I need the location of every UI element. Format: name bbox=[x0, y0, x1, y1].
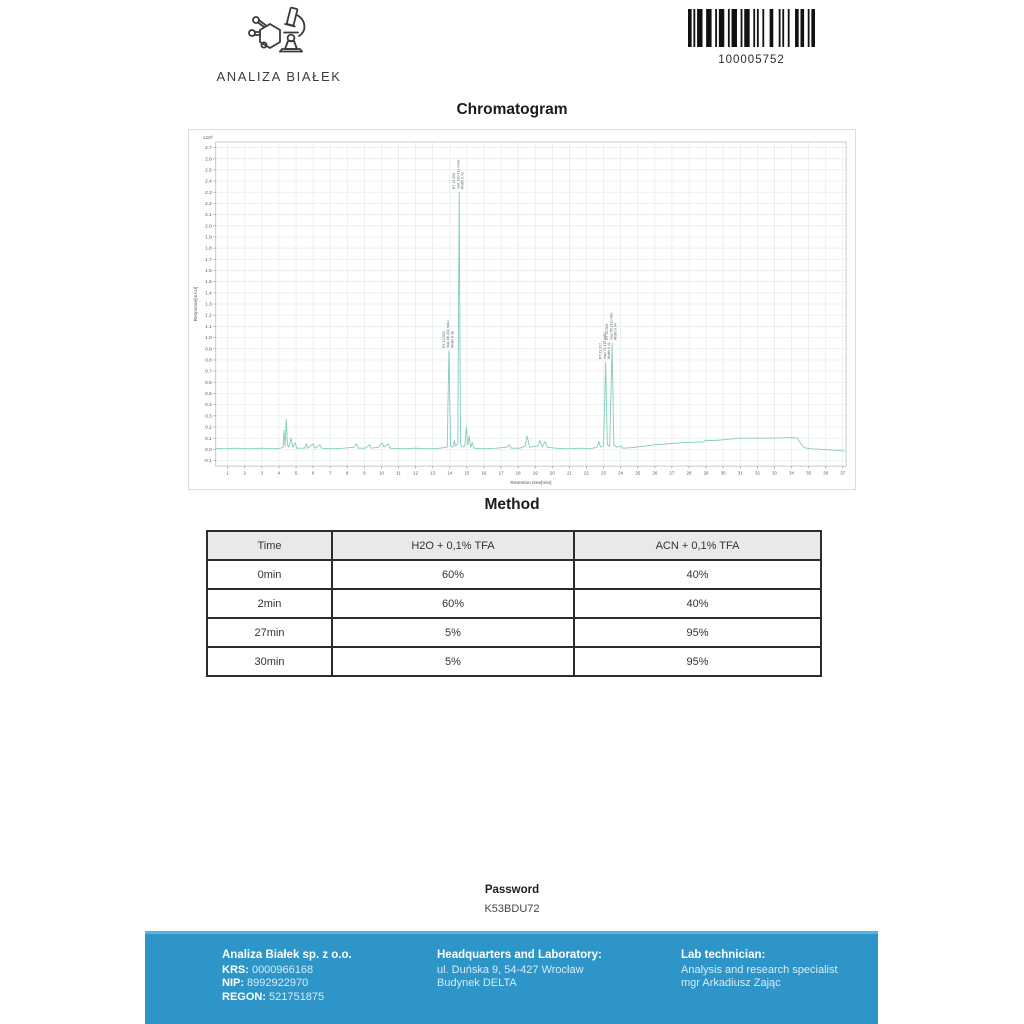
svg-text:RT 23.504: RT 23.504 bbox=[605, 323, 610, 341]
svg-text:1.8: 1.8 bbox=[205, 246, 212, 252]
footer-tech-line-1: mgr Arkadiusz Zając bbox=[681, 977, 781, 989]
method-table bbox=[206, 530, 822, 677]
method-cell-3-1: 5% bbox=[332, 647, 574, 676]
method-cell-3-0: 30min bbox=[207, 647, 332, 676]
svg-text:15: 15 bbox=[464, 470, 470, 476]
svg-text:1: 1 bbox=[226, 470, 229, 476]
svg-text:16: 16 bbox=[481, 470, 487, 476]
svg-text:1.5: 1.5 bbox=[205, 280, 212, 286]
svg-text:RT 13.953: RT 13.953 bbox=[441, 331, 446, 348]
method-cell-2-1: 5% bbox=[332, 618, 574, 647]
svg-text:max 95.218 mAU: max 95.218 mAU bbox=[609, 312, 614, 341]
svg-text:0.9: 0.9 bbox=[205, 347, 212, 353]
svg-text:0.2: 0.2 bbox=[205, 425, 212, 431]
svg-text:2.1: 2.1 bbox=[205, 213, 212, 219]
svg-text:0.8: 0.8 bbox=[205, 358, 212, 364]
svg-text:2.4: 2.4 bbox=[205, 179, 212, 185]
footer-headquarters bbox=[437, 949, 602, 991]
footer-hq-line-1: Budynek DELTA bbox=[437, 977, 517, 989]
password-block bbox=[0, 884, 1024, 915]
svg-text:8: 8 bbox=[346, 470, 349, 476]
svg-text:23: 23 bbox=[601, 470, 606, 476]
method-row bbox=[207, 560, 821, 589]
footer-tech-line-0: Analysis and research specialist bbox=[681, 963, 838, 976]
svg-text:2.5: 2.5 bbox=[205, 168, 212, 174]
svg-text:1.0: 1.0 bbox=[205, 336, 212, 342]
method-cell-0-1: 60% bbox=[332, 560, 574, 589]
svg-text:12: 12 bbox=[413, 470, 419, 476]
footer-technician-title: Lab technician: bbox=[681, 949, 766, 961]
method-cell-2-0: 27min bbox=[207, 618, 332, 647]
svg-text:20: 20 bbox=[549, 470, 555, 476]
logo-icon bbox=[247, 5, 311, 61]
svg-text:4: 4 bbox=[277, 470, 281, 476]
password-label: Password bbox=[484, 884, 540, 896]
svg-text:-0.1: -0.1 bbox=[203, 459, 212, 465]
svg-text:1.7: 1.7 bbox=[205, 257, 212, 263]
method-cell-0-2: 40% bbox=[574, 560, 821, 589]
svg-text:30: 30 bbox=[720, 470, 726, 476]
barcode-number: 100005752 bbox=[718, 54, 785, 66]
svg-text:14: 14 bbox=[447, 470, 453, 476]
svg-text:33: 33 bbox=[771, 470, 777, 476]
footer bbox=[145, 931, 878, 1024]
password-value: K53BDU72 bbox=[484, 903, 540, 915]
method-title: Method bbox=[484, 496, 540, 513]
svg-text:0.7: 0.7 bbox=[205, 369, 212, 375]
svg-text:35: 35 bbox=[806, 470, 812, 476]
svg-text:0.3: 0.3 bbox=[205, 414, 212, 420]
svg-text:31: 31 bbox=[737, 470, 743, 476]
svg-text:Response[mAU]: Response[mAU] bbox=[193, 286, 199, 322]
svg-text:2.2: 2.2 bbox=[205, 201, 212, 207]
method-cell-0-0: 0min bbox=[207, 560, 332, 589]
footer-registry-line-2: REGON: 521751875 bbox=[222, 990, 325, 1003]
svg-text:x10²: x10² bbox=[203, 135, 213, 141]
svg-text:1.1: 1.1 bbox=[205, 324, 212, 330]
barcode-icon bbox=[688, 9, 815, 47]
barcode-block bbox=[688, 9, 815, 66]
svg-text:21: 21 bbox=[567, 470, 572, 476]
svg-text:0.0: 0.0 bbox=[205, 447, 212, 453]
svg-text:1.3: 1.3 bbox=[205, 302, 212, 308]
svg-text:28: 28 bbox=[686, 470, 692, 476]
svg-text:19: 19 bbox=[532, 470, 538, 476]
svg-text:9: 9 bbox=[363, 470, 366, 476]
svg-text:0.4: 0.4 bbox=[205, 403, 212, 409]
svg-text:32: 32 bbox=[754, 470, 760, 476]
svg-text:17: 17 bbox=[498, 470, 504, 476]
footer-registry-line-0: KRS: 0000966168 bbox=[222, 963, 314, 976]
svg-text:1.6: 1.6 bbox=[205, 269, 212, 275]
svg-text:29: 29 bbox=[703, 470, 709, 476]
svg-text:2.3: 2.3 bbox=[205, 190, 212, 196]
chromatogram-chart bbox=[188, 129, 856, 490]
method-header-0: Time bbox=[207, 531, 332, 560]
svg-text:11: 11 bbox=[396, 470, 401, 476]
svg-text:10: 10 bbox=[379, 470, 384, 476]
svg-text:0.5: 0.5 bbox=[205, 392, 212, 398]
method-cell-1-0: 2min bbox=[207, 589, 332, 618]
footer-company bbox=[222, 949, 352, 1004]
brand-name: ANALIZA BIAŁEK bbox=[216, 69, 342, 84]
method-cell-2-2: 95% bbox=[574, 618, 821, 647]
footer-registry-line-1: NIP: 8992922970 bbox=[222, 977, 309, 989]
svg-text:18: 18 bbox=[515, 470, 521, 476]
method-row bbox=[207, 589, 821, 618]
svg-text:Width 0.41: Width 0.41 bbox=[607, 342, 612, 360]
svg-text:Width 0.42: Width 0.42 bbox=[460, 172, 465, 190]
footer-technician bbox=[681, 949, 838, 991]
svg-text:5: 5 bbox=[294, 470, 298, 476]
brand-block bbox=[200, 5, 358, 84]
method-cell-1-2: 40% bbox=[574, 589, 821, 618]
svg-text:0.6: 0.6 bbox=[205, 380, 212, 386]
svg-text:37: 37 bbox=[840, 470, 846, 476]
svg-text:3: 3 bbox=[260, 470, 264, 476]
svg-text:22: 22 bbox=[584, 470, 589, 476]
footer-hq-line-0: ul. Duńska 9, 54-427 Wrocław bbox=[437, 963, 584, 976]
svg-text:36: 36 bbox=[823, 470, 829, 476]
svg-text:max 230.412 mAU: max 230.412 mAU bbox=[456, 159, 461, 190]
svg-text:13: 13 bbox=[430, 470, 436, 476]
chromatogram-plot bbox=[189, 130, 855, 489]
svg-text:Width 0.38: Width 0.38 bbox=[450, 330, 455, 348]
method-header-1: H2O + 0,1% TFA bbox=[332, 531, 574, 560]
svg-text:26: 26 bbox=[652, 470, 658, 476]
svg-text:Retention time[min]: Retention time[min] bbox=[510, 481, 552, 487]
svg-text:27: 27 bbox=[669, 470, 675, 476]
svg-text:1.9: 1.9 bbox=[205, 235, 212, 241]
svg-text:Width 0.44: Width 0.44 bbox=[613, 323, 618, 341]
svg-text:2.0: 2.0 bbox=[205, 224, 212, 230]
footer-company-title: Analiza Białek sp. z o.o. bbox=[222, 949, 352, 961]
footer-headquarters-title: Headquarters and Laboratory: bbox=[437, 949, 602, 961]
svg-text:0.1: 0.1 bbox=[205, 436, 212, 442]
svg-text:25: 25 bbox=[635, 470, 641, 476]
method-row bbox=[207, 647, 821, 676]
svg-text:max 88.402 mAU: max 88.402 mAU bbox=[446, 320, 451, 348]
method-cell-3-2: 95% bbox=[574, 647, 821, 676]
svg-text:7: 7 bbox=[328, 470, 332, 476]
svg-text:6: 6 bbox=[311, 470, 315, 476]
method-cell-1-1: 60% bbox=[332, 589, 574, 618]
svg-text:1.2: 1.2 bbox=[205, 313, 212, 319]
chart-title: Chromatogram bbox=[456, 101, 568, 118]
method-row bbox=[207, 618, 821, 647]
svg-text:2: 2 bbox=[243, 470, 246, 476]
svg-text:34: 34 bbox=[789, 470, 794, 476]
svg-text:RT 14.553: RT 14.553 bbox=[452, 172, 457, 190]
svg-text:max 78.115 mAU: max 78.115 mAU bbox=[602, 331, 607, 360]
svg-text:2.6: 2.6 bbox=[205, 157, 212, 163]
method-header-2: ACN + 0,1% TFA bbox=[574, 531, 821, 560]
svg-text:1.4: 1.4 bbox=[205, 291, 212, 297]
svg-text:RT 23.117: RT 23.117 bbox=[598, 342, 603, 360]
svg-text:2.7: 2.7 bbox=[205, 146, 212, 152]
svg-text:24: 24 bbox=[618, 470, 624, 476]
